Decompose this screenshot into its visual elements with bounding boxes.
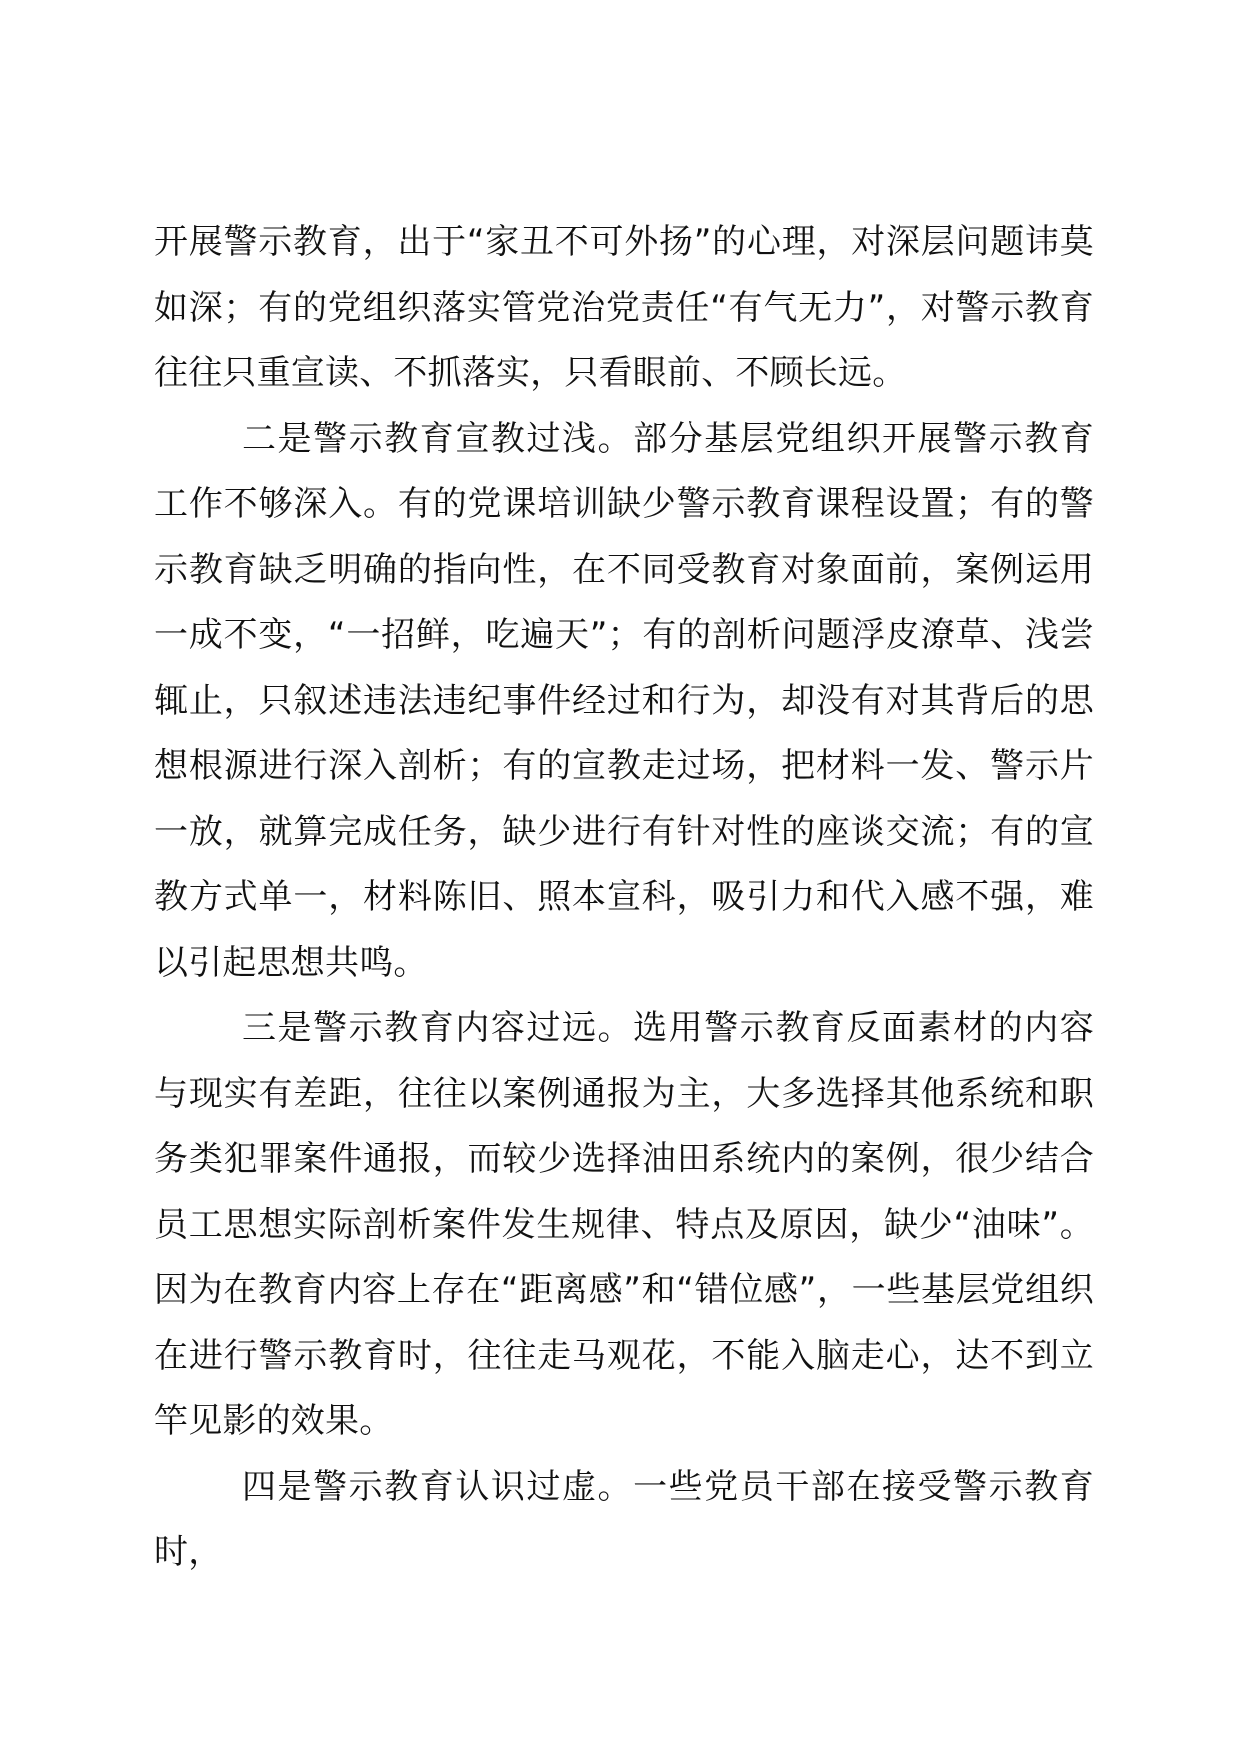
paragraph-point-four: 四是警示教育认识过虚。一些党员干部在接受警示教育时， [154, 1466, 1094, 1572]
paragraph-point-three: 三是警示教育内容过远。选用警示教育反面素材的内容与现实有差距，往往以案例通报为主，大多选择其他系统和职务类犯罪案件通报，而较少选择油田系统内的案例，很少结合员工思想实际剖析案件发生规律、特点及原因，缺少“油味”。因为在教育内容上存在“距离感”和“错位感”，一些基层党组织在进行警示教育时，往往走马观花，不能入脑走心，达不到立竿见影的效果。 [154, 1008, 1094, 1441]
paragraph-point-two: 二是警示教育宣教过浅。部分基层党组织开展警示教育工作不够深入。有的党课培训缺少警示教育课程设置；有的警示教育缺乏明确的指向性，在不同受教育对象面前，案例运用一成不变，“一招鲜，吃遍天”；有的剖析问题浮皮潦草、浅尝辄止，只叙述违法违纪事件经过和行为，却没有对其背后的思想根源进行深入剖析；有的宣教走过场，把材料一发、警示片一放，就算完成任务，缺少进行有针对性的座谈交流；有的宣教方式单一，材料陈旧、照本宣科，吸引力和代入感不强，难以引起思想共鸣。 [154, 418, 1094, 983]
document-body [154, 210, 1094, 1586]
paragraph-continued: 开展警示教育，出于“家丑不可外扬”的心理，对深层问题讳莫如深；有的党组织落实管党治党责任“有气无力”，对警示教育往往只重宣读、不抓落实，只看眼前、不顾长远。 [154, 222, 1094, 393]
